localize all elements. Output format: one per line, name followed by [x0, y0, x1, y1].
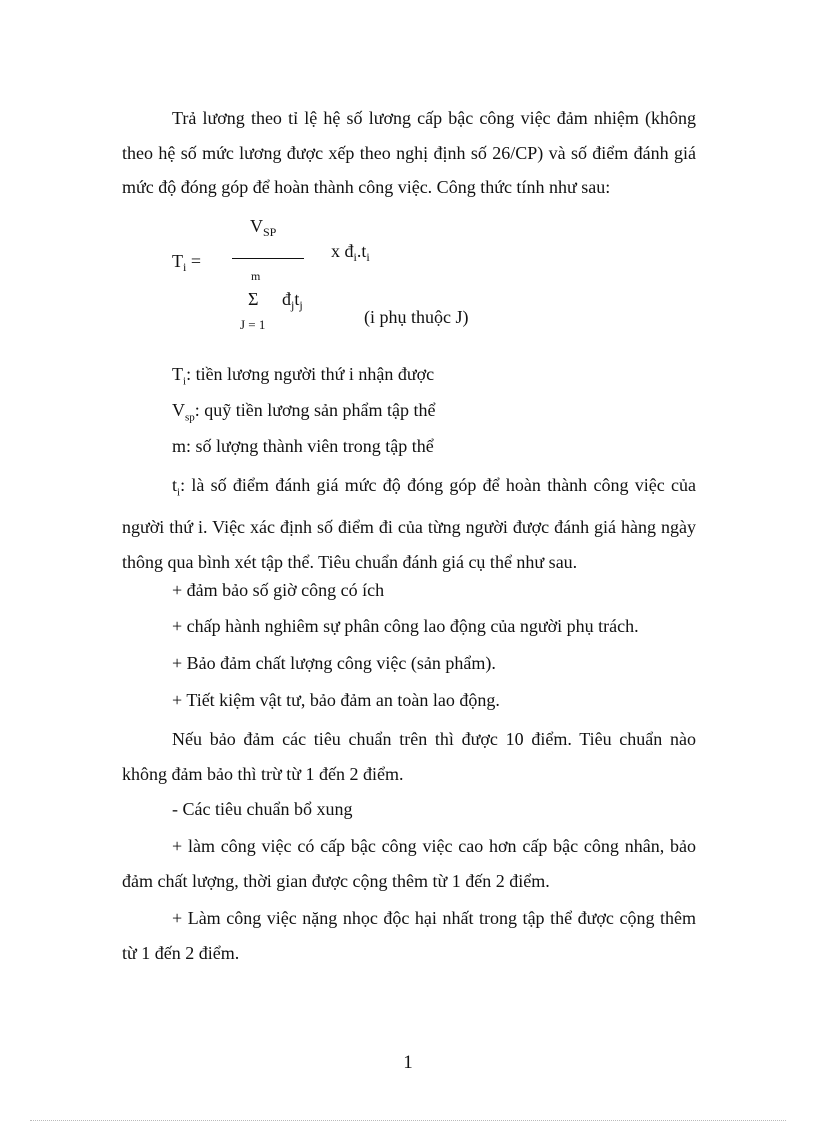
supplement-item-2: + Làm công việc nặng nhọc độc hại nhất trong tập thể được cộng thêm từ 1 đến 2 điểm. [122, 908, 696, 963]
fraction-bar [232, 258, 304, 259]
sum-term: $đ_jt_j$ [282, 289, 303, 312]
page-number: 1 [403, 1052, 413, 1073]
criterion-3: + Bảo đảm chất lượng công việc (sản phẩm). [172, 653, 496, 673]
criterion-1: + đảm bảo số giờ công có ích [172, 580, 385, 600]
formula-note: (i phụ thuộc J) [364, 307, 469, 327]
formula-multiplier: x $đ_i.t_i$ [331, 241, 370, 264]
definition-vsp: $V_{sp}$: quỹ tiền lương sản phẩm tập thể [172, 400, 436, 424]
criterion-4: + Tiết kiệm vật tư, bảo đảm an toàn lao động. [172, 690, 500, 710]
t-definition-paragraph: $t_i$: là số điểm đánh giá mức độ đóng góp để hoàn thành công việc của người thứ i. Việc xác định số điểm đi của từng người được đánh giá hàng ngày thông qua bình xét tập thể. Tiêu chuẩn đánh giá cụ thể như sau. [122, 475, 696, 572]
supplement-heading: - Các tiêu chuẩn bổ xung [172, 799, 353, 819]
sum-upper-limit: m [251, 269, 261, 283]
page-bottom-rule [30, 1120, 786, 1121]
definition-ti: $T_i$: tiền lương người thứ i nhận được [172, 364, 435, 388]
sum-lower-limit: J = 1 [240, 317, 266, 332]
formula-lhs: $T_i$ = [172, 251, 201, 274]
criterion-2: + chấp hành nghiêm sự phân công lao động của người phụ trách. [172, 616, 639, 636]
sum-symbol: Σ [248, 289, 259, 309]
salary-formula [0, 0, 816, 360]
definition-m: m: số lượng thành viên trong tập thể [172, 436, 434, 456]
formula-numerator: $V_{SP}$ [250, 216, 277, 239]
score-paragraph: Nếu bảo đảm các tiêu chuẩn trên thì được 10 điểm. Tiêu chuẩn nào không đảm bảo thì trừ từ 1 đến 2 điểm. [122, 729, 696, 784]
intro-paragraph: Trả lương theo tỉ lệ hệ số lương cấp bậc công việc đảm nhiệm (không theo hệ số mức lương được xếp theo nghị định số 26/CP) và số điểm đánh giá mức độ đóng góp để hoàn thành công việc. Công thức tính như sau: [122, 108, 696, 197]
supplement-item-1: + làm công việc có cấp bậc công việc cao hơn cấp bậc công nhân, bảo đảm chất lượng, thời gian được cộng thêm từ 1 đến 2 điểm. [122, 836, 696, 891]
